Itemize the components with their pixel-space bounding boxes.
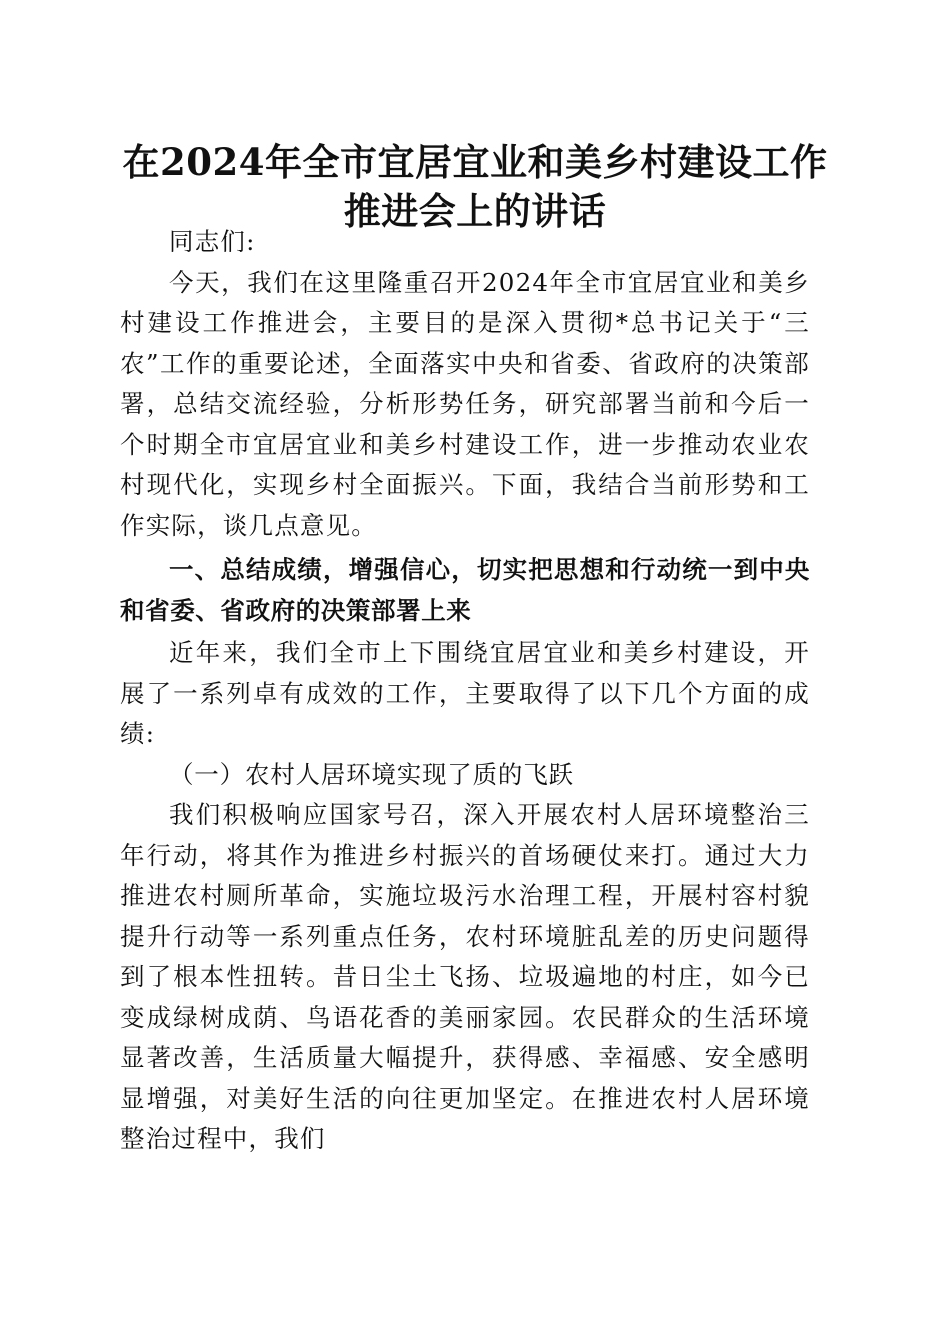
- intro-paragraph: 今天，我们在这里隆重召开2024年全市宜居宜业和美乡村建设工作推进会，主要目的是深入贯彻*总书记关于“三农”工作的重要论述，全面落实中央和省委、省政府的决策部署，总结交流经验，分析形势任务，研究部署当前和今后一个时期全市宜居宜业和美乡村建设工作，进一步推动农业农村现代化，实现乡村全面振兴。下面，我结合当前形势和工作实际，谈几点意见。: [120, 267, 810, 540]
- subsection-heading-1: （一）农村人居环境实现了质的飞跃: [169, 759, 574, 789]
- section-1-intro-paragraph: 近年来，我们全市上下围绕宜居宜业和美乡村建设，开展了一系列卓有成效的工作，主要取得了以下几个方面的成绩:: [120, 638, 810, 748]
- document-body: [120, 222, 810, 1160]
- document-title: 在2024年全市宜居宜业和美乡村建设工作推进会上的讲话: [122, 140, 828, 233]
- subsection-1-body-paragraph: 我们积极响应国家号召，深入开展农村人居环境整治三年行动，将其作为推进乡村振兴的首场硬仗来打。通过大力推进农村厕所革命，实施垃圾污水治理工程，开展村容村貌提升行动等一系列重点任务，农村环境脏乱差的历史问题得到了根本性扭转。昔日尘土飞扬、垃圾遍地的村庄，如今已变成绿树成荫、鸟语花香的美丽家园。农民群众的生活环境显著改善，生活质量大幅提升，获得感、幸福感、安全感明显增强，对美好生活的向往更加坚定。在推进农村人居环境整治过程中，我们: [120, 800, 810, 1153]
- salutation: 同志们:: [169, 227, 256, 256]
- section-heading-1: 一、总结成绩，增强信心，切实把思想和行动统一到中央和省委、省政府的决策部署上来: [120, 555, 810, 625]
